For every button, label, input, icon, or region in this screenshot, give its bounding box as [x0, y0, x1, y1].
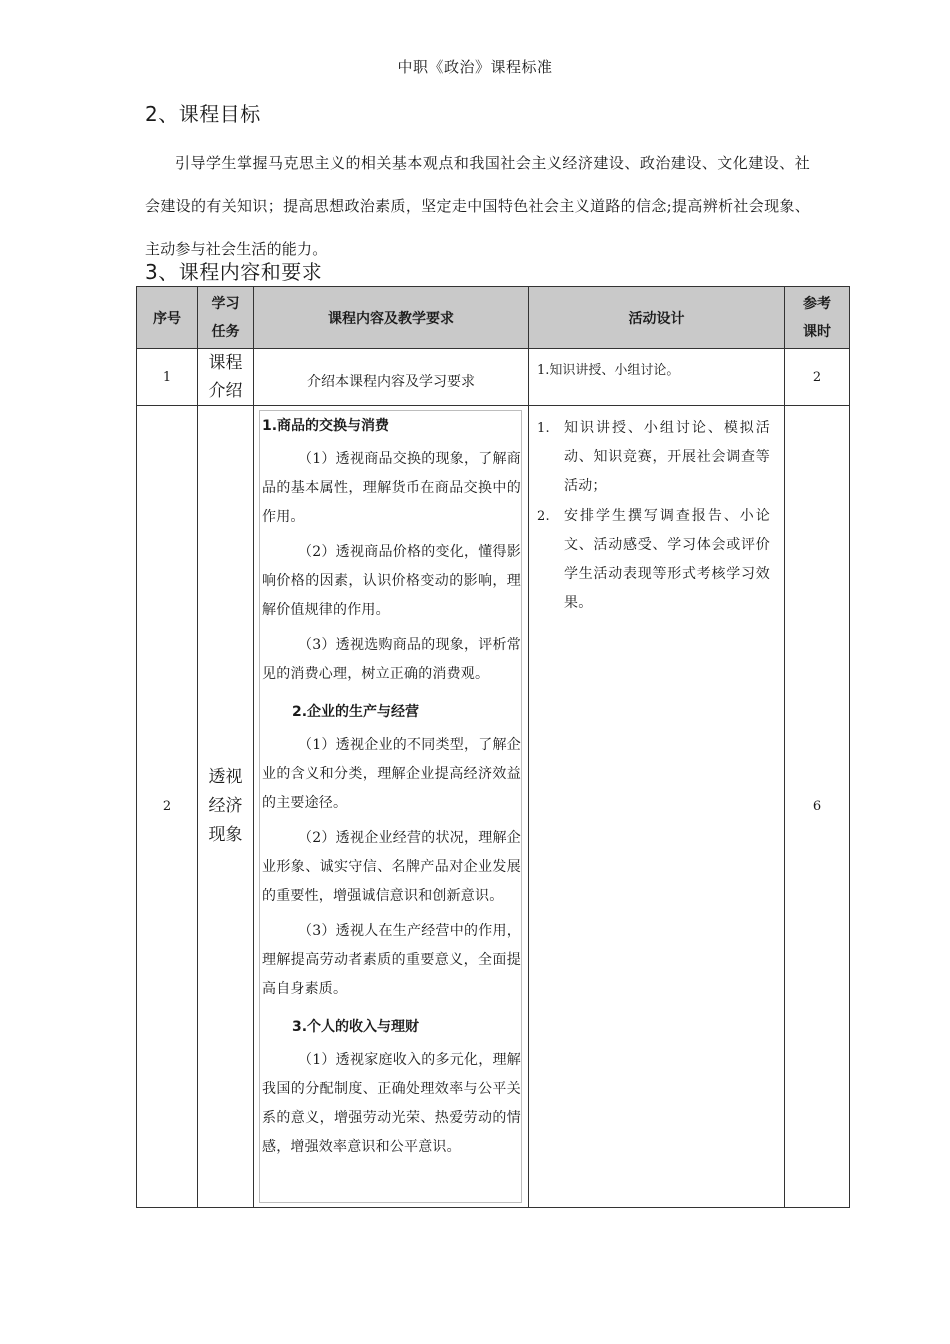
- header-hours: [785, 287, 850, 349]
- content-item: （3）透视选购商品的现象，评析常见的消费心理，树立正确的消费观。: [262, 637, 521, 682]
- row-task-line2: 经济: [208, 796, 243, 816]
- content-item: （3）透视人在生产经营中的作用，理解提高劳动者素质的重要意义，全面提高自身素质。: [262, 923, 521, 997]
- course-goals-paragraph: 引导学生掌握马克思主义的相关基本观点和我国社会主义经济建设、政治建设、文化建设、社会建设的有关知识；提高思想政治素质，坚定走中国特色社会主义道路的信念;提高辨析社会现象、主动参与社会生活的能力。: [145, 154, 810, 258]
- content-heading: 1.商品的交换与消费: [262, 418, 390, 434]
- content-item: （2）透视商品价格的变化，懂得影响价格的因素，认识价格变动的影响，理解价值规律的作用。: [262, 544, 521, 618]
- content-text-box: [259, 410, 522, 1203]
- content-heading: 2.企业的生产与经营: [292, 704, 420, 720]
- header-hours-line1: 参考: [803, 295, 831, 312]
- row-hours: 2: [785, 349, 850, 406]
- activity-item-text: 安排学生撰写调查报告、小论文、活动感受、学习体会或评价学生活动表现等形式考核学习效果。: [564, 508, 770, 611]
- header-activity: 活动设计: [529, 287, 785, 349]
- activity-item-text: 知识讲授、小组讨论、模拟活动、知识竞赛，开展社会调查等活动；: [564, 420, 770, 494]
- header-content: 课程内容及教学要求: [254, 287, 529, 349]
- section-title-course-goals: 2、课程目标: [145, 102, 261, 126]
- row-num: 2: [137, 406, 198, 1208]
- content-heading: 3.个人的收入与理财: [292, 1019, 420, 1035]
- row-activity: 1.知识讲授、小组讨论。: [529, 349, 785, 406]
- content-item: （1）透视企业的不同类型，了解企业的含义和分类，理解企业提高经济效益的主要途径。: [262, 737, 521, 811]
- row-content: [254, 406, 529, 1208]
- header-task-line2: 任务: [211, 323, 240, 340]
- row-task-line1: 透视: [208, 767, 243, 787]
- table-row: [137, 406, 850, 1208]
- activity-item-marker: 1.: [537, 421, 550, 436]
- row-task-line3: 现象: [208, 825, 243, 845]
- header-task: [198, 287, 254, 349]
- activity-item: [537, 414, 770, 501]
- table-header-row: [137, 287, 850, 349]
- header-num: 序号: [137, 287, 198, 349]
- row-task-line2: 介绍: [208, 381, 243, 401]
- row-content: 介绍本课程内容及学习要求: [254, 349, 529, 406]
- row-task-line1: 课程: [208, 353, 243, 373]
- row-task: [198, 406, 254, 1208]
- row-task: [198, 349, 254, 406]
- header-hours-line2: 课时: [803, 323, 831, 340]
- content-item: （1）透视家庭收入的多元化，理解我国的分配制度、正确处理效率与公平关系的意义，增强劳动光荣、热爱劳动的情感，增强效率意识和公平意识。: [262, 1052, 521, 1155]
- row-hours: 6: [785, 406, 850, 1208]
- content-item: （1）透视商品交换的现象，了解商品的基本属性，理解货币在商品交换中的作用。: [262, 451, 521, 525]
- course-content-table: [136, 286, 850, 1208]
- section-title-course-content: 3、课程内容和要求: [145, 260, 323, 284]
- activity-item: [537, 502, 770, 618]
- table-row: [137, 349, 850, 406]
- content-item: （2）透视企业经营的状况，理解企业形象、诚实守信、名牌产品对企业发展的重要性，增强诚信意识和创新意识。: [262, 830, 521, 904]
- activity-item-marker: 2.: [537, 509, 550, 524]
- activity-list: [537, 414, 770, 618]
- row-activity: [529, 406, 785, 1208]
- page-header: 中职《政治》课程标准: [397, 58, 553, 76]
- row-num: 1: [137, 349, 198, 406]
- header-task-line1: 学习: [211, 295, 240, 312]
